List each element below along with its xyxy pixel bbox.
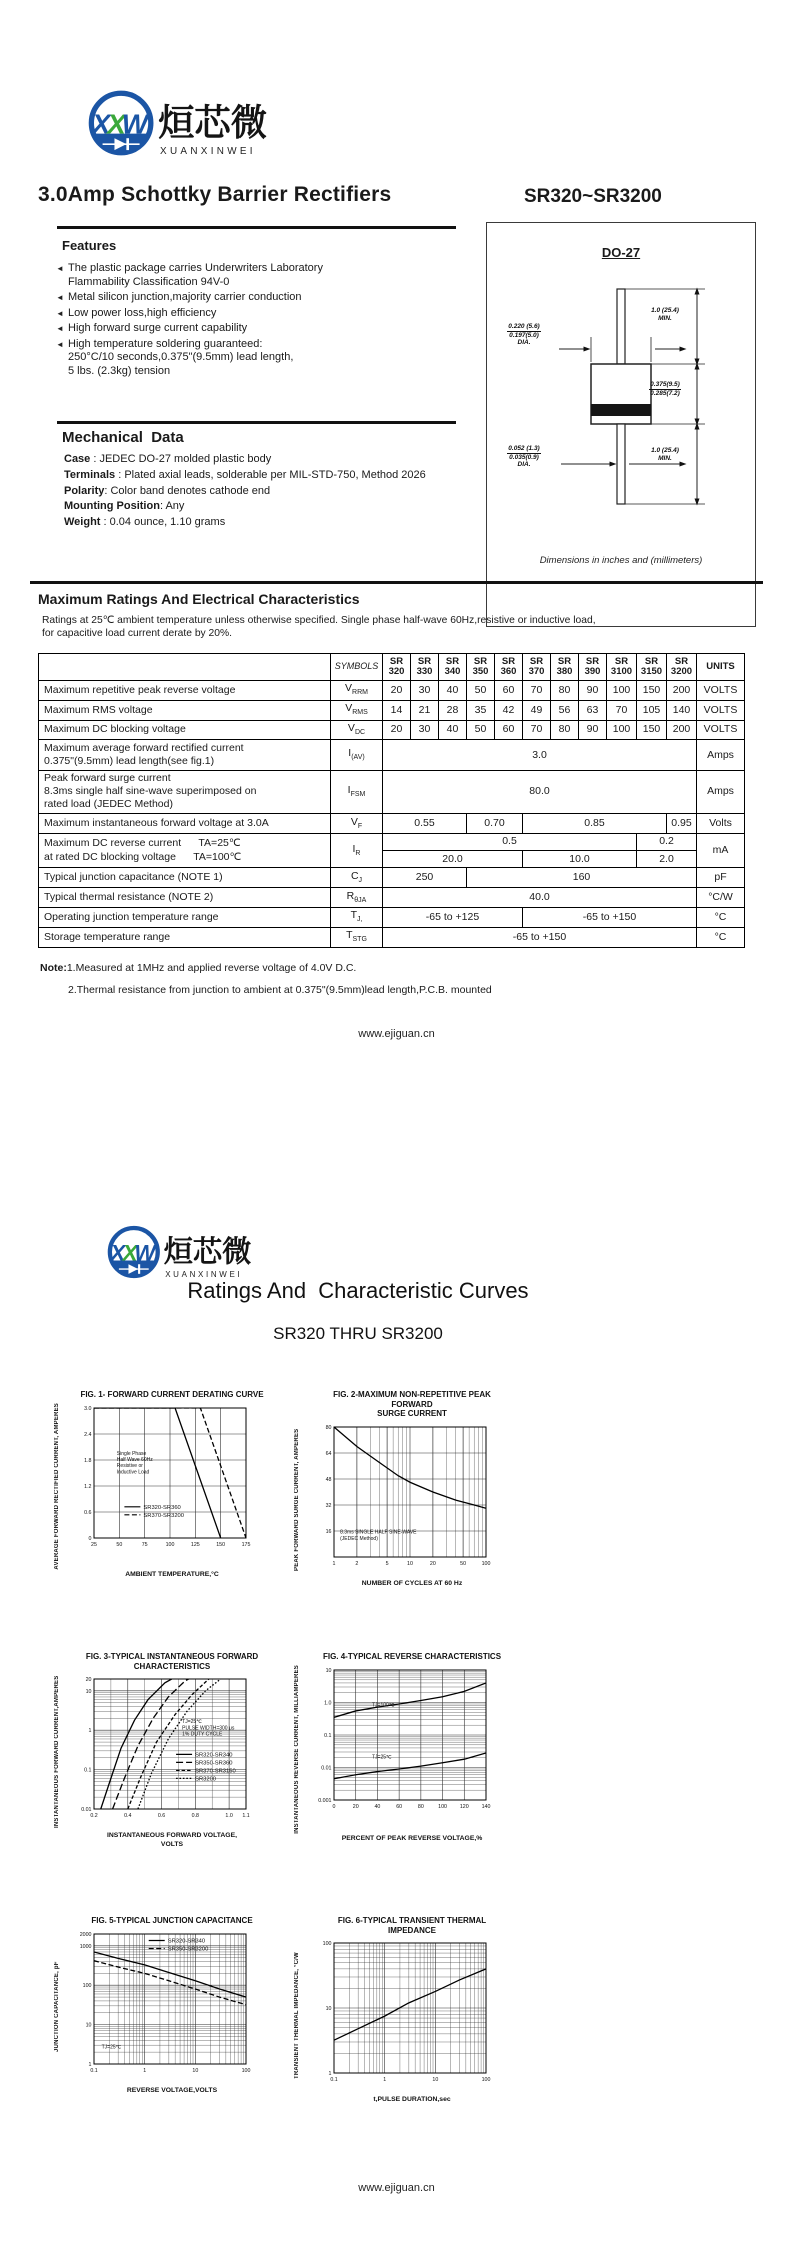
svg-text:10: 10 xyxy=(85,2022,92,2029)
value-cell: 80.0 xyxy=(383,770,697,813)
legend-label: SR320-SR340 xyxy=(195,1752,233,1759)
features-list xyxy=(56,262,426,380)
svg-text:2.4: 2.4 xyxy=(84,1431,92,1438)
mech-row: Polarity: Color band denotes cathode end xyxy=(64,484,271,497)
value-cell: 80 xyxy=(551,720,579,740)
value-cell: 20 xyxy=(383,680,411,700)
symbol-cell: $V_{DC}$ xyxy=(331,720,383,740)
svg-text:175: 175 xyxy=(241,1541,251,1548)
svg-text:100: 100 xyxy=(241,2067,251,2074)
table-header-cell xyxy=(39,654,331,681)
table-row xyxy=(39,770,745,813)
svg-text:80: 80 xyxy=(417,1803,424,1810)
svg-text:0.01: 0.01 xyxy=(321,1764,332,1771)
figure-fig1 xyxy=(50,1390,268,1580)
company-name-cn: 烜芯微 xyxy=(158,100,268,144)
svg-text:0: 0 xyxy=(88,1535,92,1542)
svg-text:0.8: 0.8 xyxy=(191,1813,200,1820)
svg-text:20: 20 xyxy=(352,1803,359,1810)
plot-annotation: 8.3ms SINGLE HALF SINE-WAVE (JEDEC Method) xyxy=(340,1529,417,1542)
value-cell: 21 xyxy=(411,700,439,720)
svg-text:X: X xyxy=(107,108,126,140)
svg-text:140: 140 xyxy=(481,1803,491,1810)
svg-text:100: 100 xyxy=(481,1560,491,1567)
feature-item xyxy=(56,291,426,305)
value-cell: 200 xyxy=(667,680,697,700)
y-axis-label: JUNCTION CAPACITANCE, pF xyxy=(54,1961,60,2052)
svg-text:5: 5 xyxy=(385,1560,389,1567)
value-cell: 50 xyxy=(467,680,495,700)
value-cell: 80 xyxy=(551,680,579,700)
param-cell: Operating junction temperature range xyxy=(39,907,331,927)
unit-cell: VOLTS xyxy=(697,700,745,720)
feature-text: Low power loss,high efficiency xyxy=(68,306,217,319)
plot-annotation: TJ=25℃ xyxy=(101,2043,122,2050)
table-row xyxy=(39,720,745,740)
note-line1 xyxy=(40,962,356,974)
svg-text:1: 1 xyxy=(88,1728,92,1735)
svg-text:0.6: 0.6 xyxy=(84,1509,92,1516)
svg-text:0.4: 0.4 xyxy=(124,1813,132,1820)
mech-row: Case : JEDEC DO-27 molded plastic body xyxy=(64,453,272,465)
svg-text:1000: 1000 xyxy=(79,1943,92,1950)
value-cell: 2.0 xyxy=(637,851,697,868)
plot-annotation: Single Phase Half Wave 60Hz Resistive or Inductive Load xyxy=(116,1450,153,1475)
arrow-bullet-icon: ◄ xyxy=(56,264,64,273)
svg-text:0.1: 0.1 xyxy=(324,1732,332,1739)
ratings-table xyxy=(38,653,745,948)
param-cell: Maximum RMS voltage xyxy=(39,700,331,720)
svg-text:1.1: 1.1 xyxy=(242,1813,250,1820)
arrow-bullet-icon: ◄ xyxy=(56,339,64,349)
value-cell: 0.70 xyxy=(467,814,523,834)
table-header-cell: UNITS xyxy=(697,654,745,681)
table-row xyxy=(39,814,745,834)
svg-text:X: X xyxy=(92,108,111,140)
svg-text:64: 64 xyxy=(325,1450,332,1457)
feature-text: High temperature soldering guaranteed: 250°C/10 seconds,0.375"(9.5mm) lead length, 5 lbs. (2.3kg) tension xyxy=(68,337,294,377)
device-header: SR 340 xyxy=(439,654,467,681)
svg-text:40: 40 xyxy=(374,1803,381,1810)
value-cell: 100 xyxy=(607,720,637,740)
plot-annotation: TJ=100℃ xyxy=(372,1701,395,1708)
unit-cell: Amps xyxy=(697,770,745,813)
svg-text:2000: 2000 xyxy=(79,1931,92,1938)
note-label: Note: xyxy=(40,962,67,974)
svg-text:1: 1 xyxy=(383,2077,387,2084)
x-axis-label: t,PULSE DURATION,sec xyxy=(373,2096,451,2104)
unit-cell: Amps xyxy=(697,740,745,770)
value-cell: 90 xyxy=(579,680,607,700)
svg-text:1: 1 xyxy=(332,1560,336,1567)
svg-text:1.0: 1.0 xyxy=(225,1813,233,1820)
mech-row: Mounting Position: Any xyxy=(64,500,185,513)
svg-text:0.6: 0.6 xyxy=(157,1813,166,1820)
svg-text:0.1: 0.1 xyxy=(330,2077,338,2084)
figure-fig5 xyxy=(50,1916,268,2095)
product-title: 3.0Amp Schottky Barrier Rectifiers xyxy=(38,183,392,206)
table-row xyxy=(39,868,745,888)
value-cell: 0.55 xyxy=(383,814,467,834)
feature-item xyxy=(56,307,426,321)
figure-title: FIG. 6-TYPICAL TRANSIENT THERMAL IMPEDANCE xyxy=(337,1916,487,1935)
table-row xyxy=(39,907,745,927)
value-cell: 10.0 xyxy=(523,851,637,868)
value-cell: 56 xyxy=(551,700,579,720)
logo-xxw-text xyxy=(90,109,151,140)
figure-fig2 xyxy=(290,1390,508,1588)
symbol-cell: $V_{RRM}$ xyxy=(331,680,383,700)
package-caption: Dimensions in inches and (millimeters) xyxy=(539,555,703,566)
param-cell: Peak forward surge current 8.3ms single half sine-wave superimposed on rated load (JEDEC Method) xyxy=(39,770,331,813)
svg-text:32: 32 xyxy=(325,1502,332,1509)
diode-bar xyxy=(138,1264,140,1274)
value-cell: 90 xyxy=(579,720,607,740)
symbol-cell: $V_{RMS}$ xyxy=(331,700,383,720)
param-cell: Maximum DC blocking voltage xyxy=(39,720,331,740)
website-url-page2: www.ejiguan.cn xyxy=(358,2182,435,2194)
figure-title: FIG. 5-TYPICAL JUNCTION CAPACITANCE xyxy=(91,1916,253,1925)
value-cell: 40 xyxy=(439,720,467,740)
svg-text:16: 16 xyxy=(325,1528,332,1535)
svg-text:150: 150 xyxy=(216,1541,226,1548)
company-logo-graphic xyxy=(104,1222,269,1282)
unit-cell: Volts xyxy=(697,814,745,834)
x-axis-label: INSTANTANEOUS FORWARD VOLTAGE, VOLTS xyxy=(106,1832,238,1848)
svg-text:1.8: 1.8 xyxy=(84,1457,92,1464)
value-cell: 50 xyxy=(467,720,495,740)
table-row xyxy=(39,740,745,770)
param-cell: Maximum average forward rectified current 0.375"(9.5mm) lead length(see fig.1) xyxy=(39,740,331,770)
svg-text:0.1: 0.1 xyxy=(90,2067,98,2074)
arrow-bullet-icon: ◄ xyxy=(56,308,64,318)
symbol-cell: $I_R$ xyxy=(331,833,383,867)
y-axis-label: INSTANTANEOUS REVERSE CURRENT, MILLIAMPERES xyxy=(294,1664,300,1834)
legend-label: SR370-SR3150 xyxy=(195,1768,236,1775)
unit-cell: VOLTS xyxy=(697,720,745,740)
value-cell: 160 xyxy=(467,868,697,888)
value-cell: 70 xyxy=(607,700,637,720)
unit-cell: pF xyxy=(697,868,745,888)
logo-xxw-text xyxy=(108,1241,157,1266)
legend-label: SR320-SR360 xyxy=(143,1504,181,1511)
company-logo-graphic xyxy=(84,86,289,160)
svg-text:10: 10 xyxy=(85,1688,92,1695)
legend-label: SR370-SR3200 xyxy=(143,1512,185,1519)
value-cell: 30 xyxy=(411,680,439,700)
arrow-bullet-icon: ◄ xyxy=(56,293,64,302)
value-cell: 40 xyxy=(439,680,467,700)
series-sr350-sr3200 xyxy=(94,1960,246,2004)
features-heading: Features xyxy=(62,238,117,253)
svg-text:100: 100 xyxy=(165,1541,175,1548)
series-sr3200 xyxy=(138,1679,221,1809)
svg-text:25: 25 xyxy=(91,1541,97,1548)
mech-row: Weight : 0.04 ounce, 1.10 grams xyxy=(64,516,226,529)
ratings-intro xyxy=(42,615,742,641)
x-axis-label: REVERSE VOLTAGE,VOLTS xyxy=(126,2086,218,2094)
figure-fig6 xyxy=(290,1916,508,2105)
figure-plot xyxy=(304,1938,496,2094)
svg-text:10: 10 xyxy=(432,2077,439,2084)
value-cell: 28 xyxy=(439,700,467,720)
device-header: SR 330 xyxy=(411,654,439,681)
part-range: SR320~SR3200 xyxy=(524,186,662,207)
figure-plot xyxy=(64,1674,256,1830)
x-axis-label: NUMBER OF CYCLES AT 60 Hz xyxy=(361,1579,463,1587)
series-tj-25- xyxy=(334,1753,486,1779)
svg-text:100: 100 xyxy=(82,1982,92,1989)
svg-text:50: 50 xyxy=(116,1541,123,1548)
unit-cell: VOLTS xyxy=(697,680,745,700)
value-cell: 20 xyxy=(383,720,411,740)
svg-text:1.2: 1.2 xyxy=(84,1483,92,1490)
value-cell: 200 xyxy=(667,720,697,740)
value-cell: 100 xyxy=(607,680,637,700)
svg-text:1: 1 xyxy=(143,2067,147,2074)
param-cell: Typical junction capacitance (NOTE 1) xyxy=(39,868,331,888)
svg-text:50: 50 xyxy=(460,1560,467,1567)
value-cell: 0.95 xyxy=(667,814,697,834)
symbol-cell: $T_{J,}$ xyxy=(331,907,383,927)
figure-fig4 xyxy=(290,1652,508,1844)
section-rule-thick xyxy=(30,581,763,584)
value-cell: 150 xyxy=(637,720,667,740)
dim-lead-dia: 0.052 (1.3) 0.035(0.9) DIA. xyxy=(508,445,540,468)
series-sr350-sr360 xyxy=(113,1679,189,1809)
legend-label: SR320-SR340 xyxy=(167,1938,206,1945)
svg-text:1: 1 xyxy=(88,2061,92,2068)
device-header: SR 3200 xyxy=(667,654,697,681)
package-outline-box xyxy=(486,222,756,627)
figure-plot xyxy=(64,1929,256,2085)
y-axis-label: TRANSIENT THERMAL IMPEDANCE, °C/W xyxy=(294,1952,300,2080)
svg-text:0.001: 0.001 xyxy=(318,1797,332,1804)
figure-title: FIG. 2-MAXIMUM NON-REPETITIVE PEAK FORWARD SURGE CURRENT xyxy=(333,1390,491,1419)
value-cell: 0.5 xyxy=(383,833,637,850)
value-cell: 20.0 xyxy=(383,851,523,868)
unit-cell: °C xyxy=(697,927,745,947)
param-cell: Maximum instantaneous forward voltage at 3.0A xyxy=(39,814,331,834)
feature-text: High forward surge current capability xyxy=(68,322,248,334)
value-cell: -65 to +125 xyxy=(383,907,523,927)
figure-fig3 xyxy=(50,1652,268,1849)
legend-label: SR3200 xyxy=(195,1776,217,1783)
mechanical-rule xyxy=(57,421,456,424)
table-row xyxy=(39,833,745,850)
svg-text:W: W xyxy=(134,1240,156,1266)
value-cell: 70 xyxy=(523,680,551,700)
svg-text:120: 120 xyxy=(459,1803,469,1810)
table-header-cell: SYMBOLS xyxy=(331,654,383,681)
device-header: SR 320 xyxy=(383,654,411,681)
svg-text:100: 100 xyxy=(438,1803,447,1810)
series-sr320-sr340 xyxy=(101,1679,172,1809)
symbol-cell: $C_J$ xyxy=(331,868,383,888)
figure-plot xyxy=(64,1403,256,1559)
diode-bar xyxy=(126,138,129,150)
svg-text:3.0: 3.0 xyxy=(84,1405,92,1412)
svg-text:100: 100 xyxy=(481,2077,491,2084)
table-row xyxy=(39,700,745,720)
feature-item xyxy=(56,262,426,289)
svg-text:0.2: 0.2 xyxy=(90,1813,98,1820)
figure-title: FIG. 3-TYPICAL INSTANTANEOUS FORWARD CHARACTERISTICS xyxy=(85,1652,259,1671)
value-cell: 14 xyxy=(383,700,411,720)
package-drawing xyxy=(487,269,755,539)
series-sr370-sr3150 xyxy=(128,1679,209,1809)
table-row xyxy=(39,927,745,947)
value-cell: 49 xyxy=(523,700,551,720)
svg-text:10: 10 xyxy=(407,1560,413,1567)
device-header: SR 390 xyxy=(579,654,607,681)
svg-text:2: 2 xyxy=(355,1560,359,1567)
table-row xyxy=(39,680,745,700)
svg-text:60: 60 xyxy=(396,1803,403,1810)
curves-heading: Ratings And Characteristic Curves xyxy=(187,1278,529,1303)
svg-text:125: 125 xyxy=(190,1541,200,1548)
feature-item xyxy=(56,322,426,336)
device-header: SR 3100 xyxy=(607,654,637,681)
x-axis-label: PERCENT OF PEAK REVERSE VOLTAGE,% xyxy=(341,1835,483,1843)
website-url-page1: www.ejiguan.cn xyxy=(358,1028,435,1040)
svg-text:X: X xyxy=(110,1240,126,1266)
value-cell: 63 xyxy=(579,700,607,720)
param-cell: Typical thermal resistance (NOTE 2) xyxy=(39,888,331,908)
svg-text:0: 0 xyxy=(332,1803,336,1810)
x-axis-label: AMBIENT TEMPERATURE,°C xyxy=(125,1571,219,1579)
y-axis-label: PEAK FORWARD SURGE CURRENT, AMPERES xyxy=(294,1428,300,1571)
svg-text:75: 75 xyxy=(141,1541,148,1548)
svg-text:20: 20 xyxy=(85,1677,92,1684)
value-cell: 60 xyxy=(495,720,523,740)
svg-text:1.0: 1.0 xyxy=(324,1699,332,1706)
param-cell: Maximum DC reverse current TA=25℃ at rated DC blocking voltage TA=100℃ xyxy=(39,833,331,867)
svg-text:80: 80 xyxy=(325,1424,332,1431)
svg-text:10: 10 xyxy=(325,2006,332,2013)
param-cell: Storage temperature range xyxy=(39,927,331,947)
company-logo xyxy=(84,86,289,165)
device-header: SR 380 xyxy=(551,654,579,681)
symbol-cell: $I_{FSM}$ xyxy=(331,770,383,813)
company-name-en: XUANXINWEI xyxy=(165,1270,243,1280)
mechanical-heading: Mechanical Data xyxy=(62,429,184,446)
symbol-cell: $I_{(AV)}$ xyxy=(331,740,383,770)
ratings-intro-line2: for capacitive load current derate by 20%. xyxy=(42,627,233,639)
y-axis-label: INSTANTANEOUS FORWARD CURRENT,AMPERES xyxy=(54,1675,60,1829)
feature-text: Metal silicon junction,majority carrier conduction xyxy=(68,291,302,303)
ratings-table-area xyxy=(38,653,745,948)
figure-plot xyxy=(304,1665,496,1821)
svg-text:W: W xyxy=(121,108,148,140)
svg-text:X: X xyxy=(122,1240,138,1266)
series-transient xyxy=(334,1969,486,2040)
svg-text:10: 10 xyxy=(325,1667,332,1674)
symbol-cell: $V_F$ xyxy=(331,814,383,834)
device-header: SR 370 xyxy=(523,654,551,681)
dim-lead-len-bot: 1.0 (25.4) MIN. xyxy=(651,447,679,462)
unit-cell: °C/W xyxy=(697,888,745,908)
legend-label: SR350-SR3200 xyxy=(167,1946,209,1953)
value-cell: 0.2 xyxy=(637,833,697,850)
figure-plot xyxy=(304,1422,496,1578)
value-cell: 0.85 xyxy=(523,814,667,834)
device-header: SR 3150 xyxy=(637,654,667,681)
arrow-bullet-icon: ◄ xyxy=(56,324,64,333)
device-header: SR 350 xyxy=(467,654,495,681)
svg-text:10: 10 xyxy=(192,2067,199,2074)
company-name-en: XUANXINWEI xyxy=(160,146,256,158)
svg-text:20: 20 xyxy=(429,1560,436,1567)
value-cell: 70 xyxy=(523,720,551,740)
unit-cell: mA xyxy=(697,833,745,867)
ratings-intro-line1: Ratings at 25℃ ambient temperature unless otherwise specified. Single phase half-wave 60Hz,resistive or inductive load, xyxy=(42,615,596,626)
svg-text:1: 1 xyxy=(328,2071,332,2078)
title-rule xyxy=(57,226,456,229)
value-cell: 140 xyxy=(667,700,697,720)
value-cell: 250 xyxy=(383,868,467,888)
dim-lead-len-top: 1.0 (25.4) MIN. xyxy=(651,307,679,322)
curves-subheading: SR320 THRU SR3200 xyxy=(273,1324,443,1343)
value-cell: 30 xyxy=(411,720,439,740)
value-cell: 3.0 xyxy=(383,740,697,770)
y-axis-label: AVERAGE FORWARD RECTIFIED CURRENT, AMPERES xyxy=(54,1402,60,1570)
param-cell: Maximum repetitive peak reverse voltage xyxy=(39,680,331,700)
symbol-cell: $R_{\theta JA}$ xyxy=(331,888,383,908)
figure-title: FIG. 1- FORWARD CURRENT DERATING CURVE xyxy=(80,1390,264,1399)
mechanical-data-list xyxy=(64,452,464,531)
value-cell: 150 xyxy=(637,680,667,700)
value-cell: 105 xyxy=(637,700,667,720)
symbol-cell: $T_{STG}$ xyxy=(331,927,383,947)
value-cell: 40.0 xyxy=(383,888,697,908)
note-1-text: 1.Measured at 1MHz and applied reverse voltage of 4.0V D.C. xyxy=(66,962,357,974)
package-name: DO-27 xyxy=(601,245,641,260)
svg-text:48: 48 xyxy=(325,1476,332,1483)
company-name-cn: 烜芯微 xyxy=(163,1234,252,1269)
value-cell: 60 xyxy=(495,680,523,700)
value-cell: 35 xyxy=(467,700,495,720)
feature-item xyxy=(56,338,426,379)
dim-body-dia: 0.220 (5.6) 0.197(5.0) DIA. xyxy=(508,323,540,346)
feature-text: The plastic package carries Underwriters Laboratory Flammability Classification 94V-0 xyxy=(68,262,323,288)
legend-label: SR350-SR360 xyxy=(195,1760,233,1767)
value-cell: -65 to +150 xyxy=(383,927,697,947)
device-header: SR 360 xyxy=(495,654,523,681)
mech-row: Terminals : Plated axial leads, solderable per MIL-STD-750, Method 2026 xyxy=(64,468,426,481)
svg-text:0.01: 0.01 xyxy=(81,1807,92,1814)
value-cell: 42 xyxy=(495,700,523,720)
table-row xyxy=(39,888,745,908)
plot-annotation: TJ=25℃ xyxy=(372,1753,392,1760)
note-2-text: 2.Thermal resistance from junction to ambient at 0.375"(9.5mm)lead length,P.C.B. mounted xyxy=(68,984,492,996)
unit-cell: °C xyxy=(697,907,745,927)
value-cell: -65 to +150 xyxy=(523,907,697,927)
dim-body-len: $\frac{0.375(9.5)}{0.285(7.2)}$ xyxy=(650,381,680,397)
plot-annotation: TJ=25℃ PULSE WIDTH=300 μs 1% DUTY CYCLE xyxy=(182,1719,235,1738)
figure-title: FIG. 4-TYPICAL REVERSE CHARACTERISTICS xyxy=(322,1652,502,1661)
svg-text:100: 100 xyxy=(322,1941,332,1948)
ratings-heading: Maximum Ratings And Electrical Characteristics xyxy=(38,591,360,607)
series-sr320-sr340 xyxy=(94,1952,246,1997)
svg-text:0.1: 0.1 xyxy=(84,1767,92,1774)
